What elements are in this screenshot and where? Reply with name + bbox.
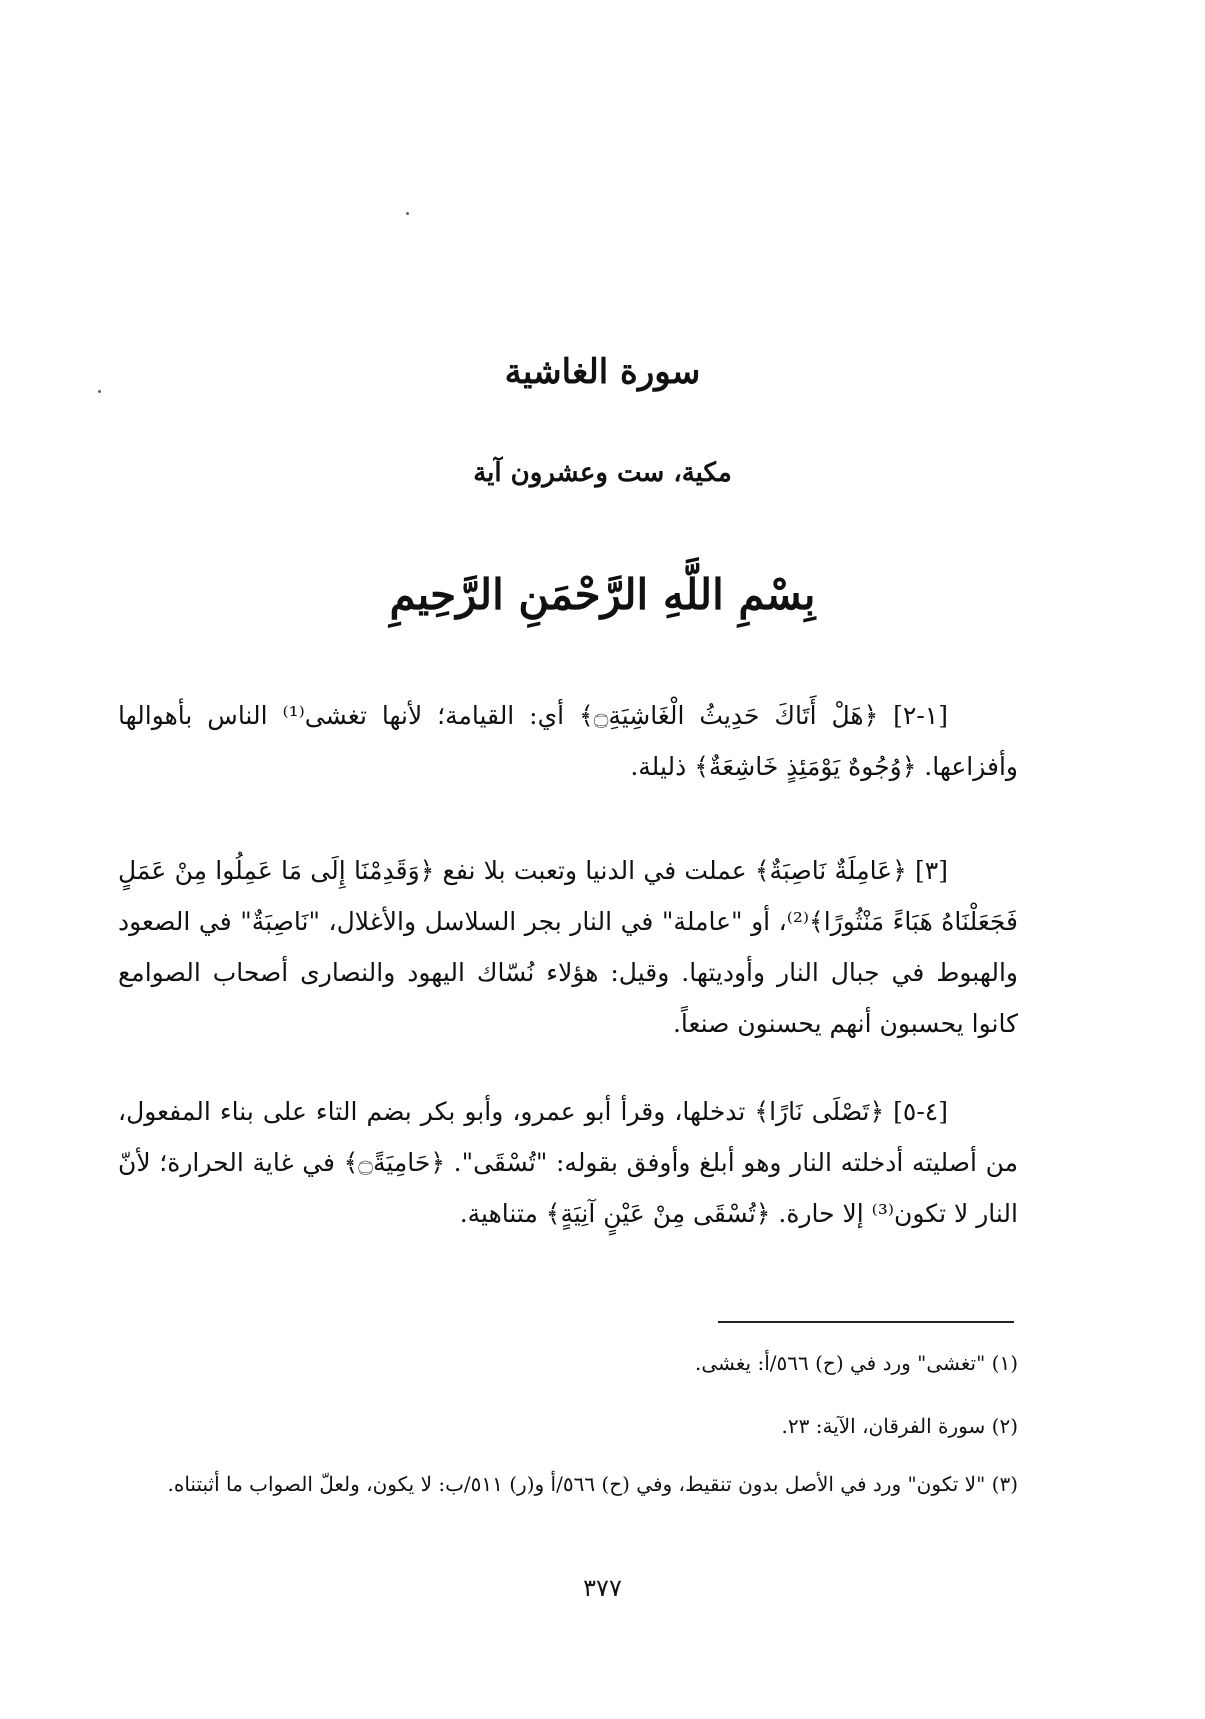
surah-info: مكية، ست وعشرون آية bbox=[473, 458, 732, 488]
footnote-2 bbox=[118, 1412, 1018, 1440]
footnote-text: (٣) "لا تكون" ورد في الأصل بدون تنقيط، وفي (ح) ٥٦٦/أ و(ر) ٥١١/ب: لا يكون، ولعلّ الصواب ما أثبتناه. bbox=[167, 1472, 1018, 1496]
basmala: بِسْمِ اللَّهِ الرَّحْمَنِ الرَّحِيمِ bbox=[389, 570, 816, 619]
surah-title: سورة الغاشية bbox=[504, 352, 701, 392]
paragraph-text: [٤-٥] ﴿تَصْلَى نَارًا﴾ تدخلها، وقرأ أبو عمرو، وأبو بكر بضم التاء على بناء المفعول، من أصليته أدخلته النار وهو أبلغ وأوفق بقوله: "تُسْقَى". ﴿حَامِيَةً۝﴾ في غاية الحرارة؛ لأنّ النار لا تكون⁽³⁾ إلا حارة. ﴿تُسْقَى مِنْ عَيْنٍ آنِيَةٍ﴾ متناهية. bbox=[118, 1097, 1018, 1228]
footnote-text: (١) "تغشى" ورد في (ح) ٥٦٦/أ: يغشى. bbox=[695, 1351, 1018, 1375]
commentary-paragraph-1 bbox=[118, 690, 1018, 792]
scan-speck bbox=[406, 212, 409, 215]
commentary-paragraph-2 bbox=[118, 845, 1018, 1049]
footnote-text: (٢) سورة الفرقان، الآية: ٢٣. bbox=[781, 1414, 1018, 1438]
paragraph-text: [١-٢] ﴿هَلْ أَتَاكَ حَدِيثُ الْغَاشِيَةِ۝﴾ أي: القيامة؛ لأنها تغشى⁽¹⁾ الناس بأهوالها وأفزاعها. ﴿وُجُوهٌ يَوْمَئِذٍ خَاشِعَةٌ﴾ ذليلة. bbox=[118, 701, 1018, 781]
commentary-paragraph-3 bbox=[118, 1086, 1018, 1239]
footnote-1 bbox=[118, 1349, 1018, 1377]
footnote-3 bbox=[118, 1470, 1018, 1498]
page-number: ٣٧٧ bbox=[583, 1574, 622, 1602]
paragraph-text: [٣] ﴿عَامِلَةٌ نَاصِبَةٌ﴾ عملت في الدنيا وتعبت بلا نفع ﴿وَقَدِمْنَا إِلَى مَا عَمِلُوا مِنْ عَمَلٍ فَجَعَلْنَاهُ هَبَاءً مَنْثُورًا﴾⁽²⁾، أو "عاملة" في النار بجر السلاسل والأغلال، "نَاصِبَةٌ" في الصعود والهبوط في جبال النار وأوديتها. وقيل: هؤلاء نُسّاك اليهود والنصارى أصحاب الصوامع كانوا يحسبون أنهم يحسنون صنعاً. bbox=[118, 856, 1018, 1038]
footnote-separator bbox=[718, 1321, 1014, 1323]
